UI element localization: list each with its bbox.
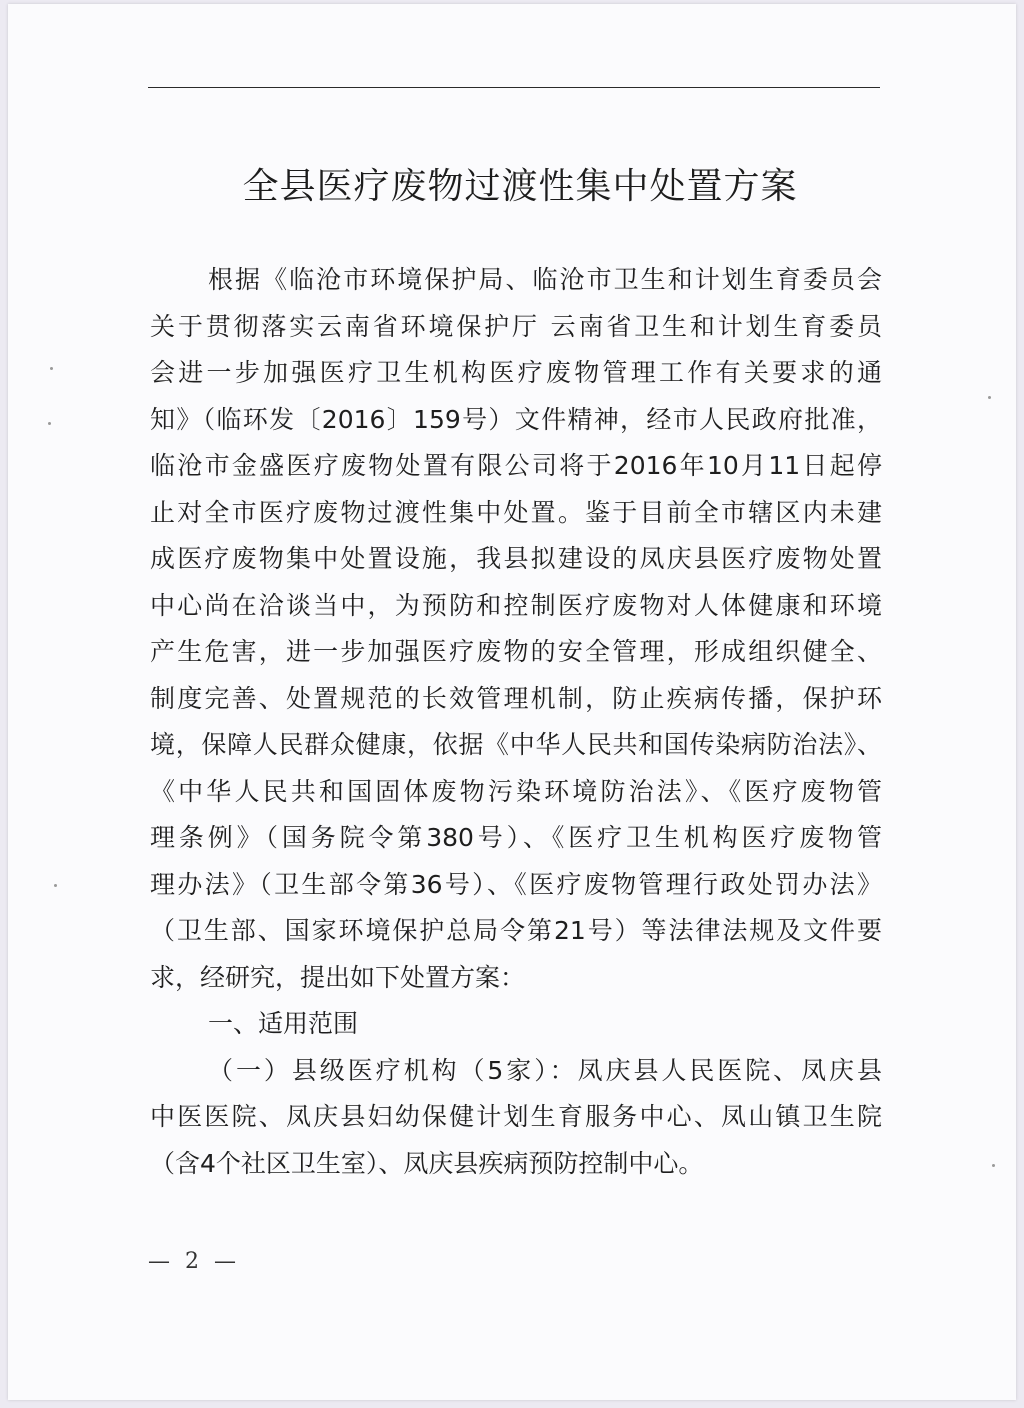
page-number: — 2 —: [148, 1249, 240, 1274]
paragraph-county-institutions: [150, 1048, 882, 1188]
text-line: 境，保障人民群众健康，依据《中华人民共和国传染病防治法》、: [150, 730, 882, 759]
text-line: 制度完善、处置规范的长效管理机制，防止疾病传播，保护环: [150, 683, 882, 713]
text-line: 关于贯彻落实云南省环境保护厅 云南省卫生和计划生育委员: [150, 311, 882, 341]
text-line: 产生危害，进一步加强医疗废物的安全管理，形成组织健全、: [150, 637, 882, 666]
document-page: [8, 4, 1016, 1400]
text-line: 理条例》（国务院令第380号）、《医疗卫生机构医疗废物管: [150, 823, 882, 852]
scan-speck: [50, 367, 53, 370]
text-line: 临沧市金盛医疗废物处置有限公司将于2016年10月11日起停: [150, 451, 882, 480]
text-line: 求，经研究，提出如下处置方案：: [150, 962, 526, 992]
text-line: 会进一步加强医疗卫生机构医疗废物管理工作有关要求的通: [150, 358, 882, 387]
scan-speck: [988, 396, 991, 399]
section-heading-scope: 一、适用范围: [208, 1009, 359, 1038]
text-line: 知》（临环发〔2016〕159号）文件精神，经市人民政府批准，: [150, 404, 882, 434]
text-line: 根据《临沧市环境保护局、临沧市卫生和计划生育委员会: [208, 265, 882, 294]
scan-speck: [992, 1164, 995, 1167]
paragraph-basis: [150, 257, 882, 1001]
text-line: （含4个社区卫生室）、凤庆县疾病预防控制中心。: [150, 1148, 704, 1178]
text-line: （卫生部、国家环境保护总局令第21号）等法律法规及文件要: [150, 916, 882, 945]
text-line: （一）县级医疗机构（5家）：凤庆县人民医院、凤庆县: [208, 1055, 882, 1085]
text-line: 中医医院、凤庆县妇幼保健计划生育服务中心、凤山镇卫生院: [150, 1102, 882, 1131]
scan-speck: [48, 422, 51, 425]
header-rule: [148, 87, 880, 88]
text-line: 中心尚在洽谈当中，为预防和控制医疗废物对人体健康和环境: [150, 590, 882, 620]
document-body: [150, 257, 882, 1187]
scan-speck: [54, 884, 57, 887]
text-line: 《中华人民共和国固体废物污染环境防治法》、《医疗废物管: [150, 776, 882, 806]
text-line: 成医疗废物集中处置设施，我县拟建设的凤庆县医疗废物处置: [150, 544, 882, 573]
text-line: 止对全市医疗废物过渡性集中处置。鉴于目前全市辖区内未建: [150, 497, 882, 527]
text-line: 理办法》（卫生部令第36号）、《医疗废物管理行政处罚办法》: [150, 869, 882, 899]
document-title: 全县医疗废物过渡性集中处置方案: [242, 166, 798, 207]
